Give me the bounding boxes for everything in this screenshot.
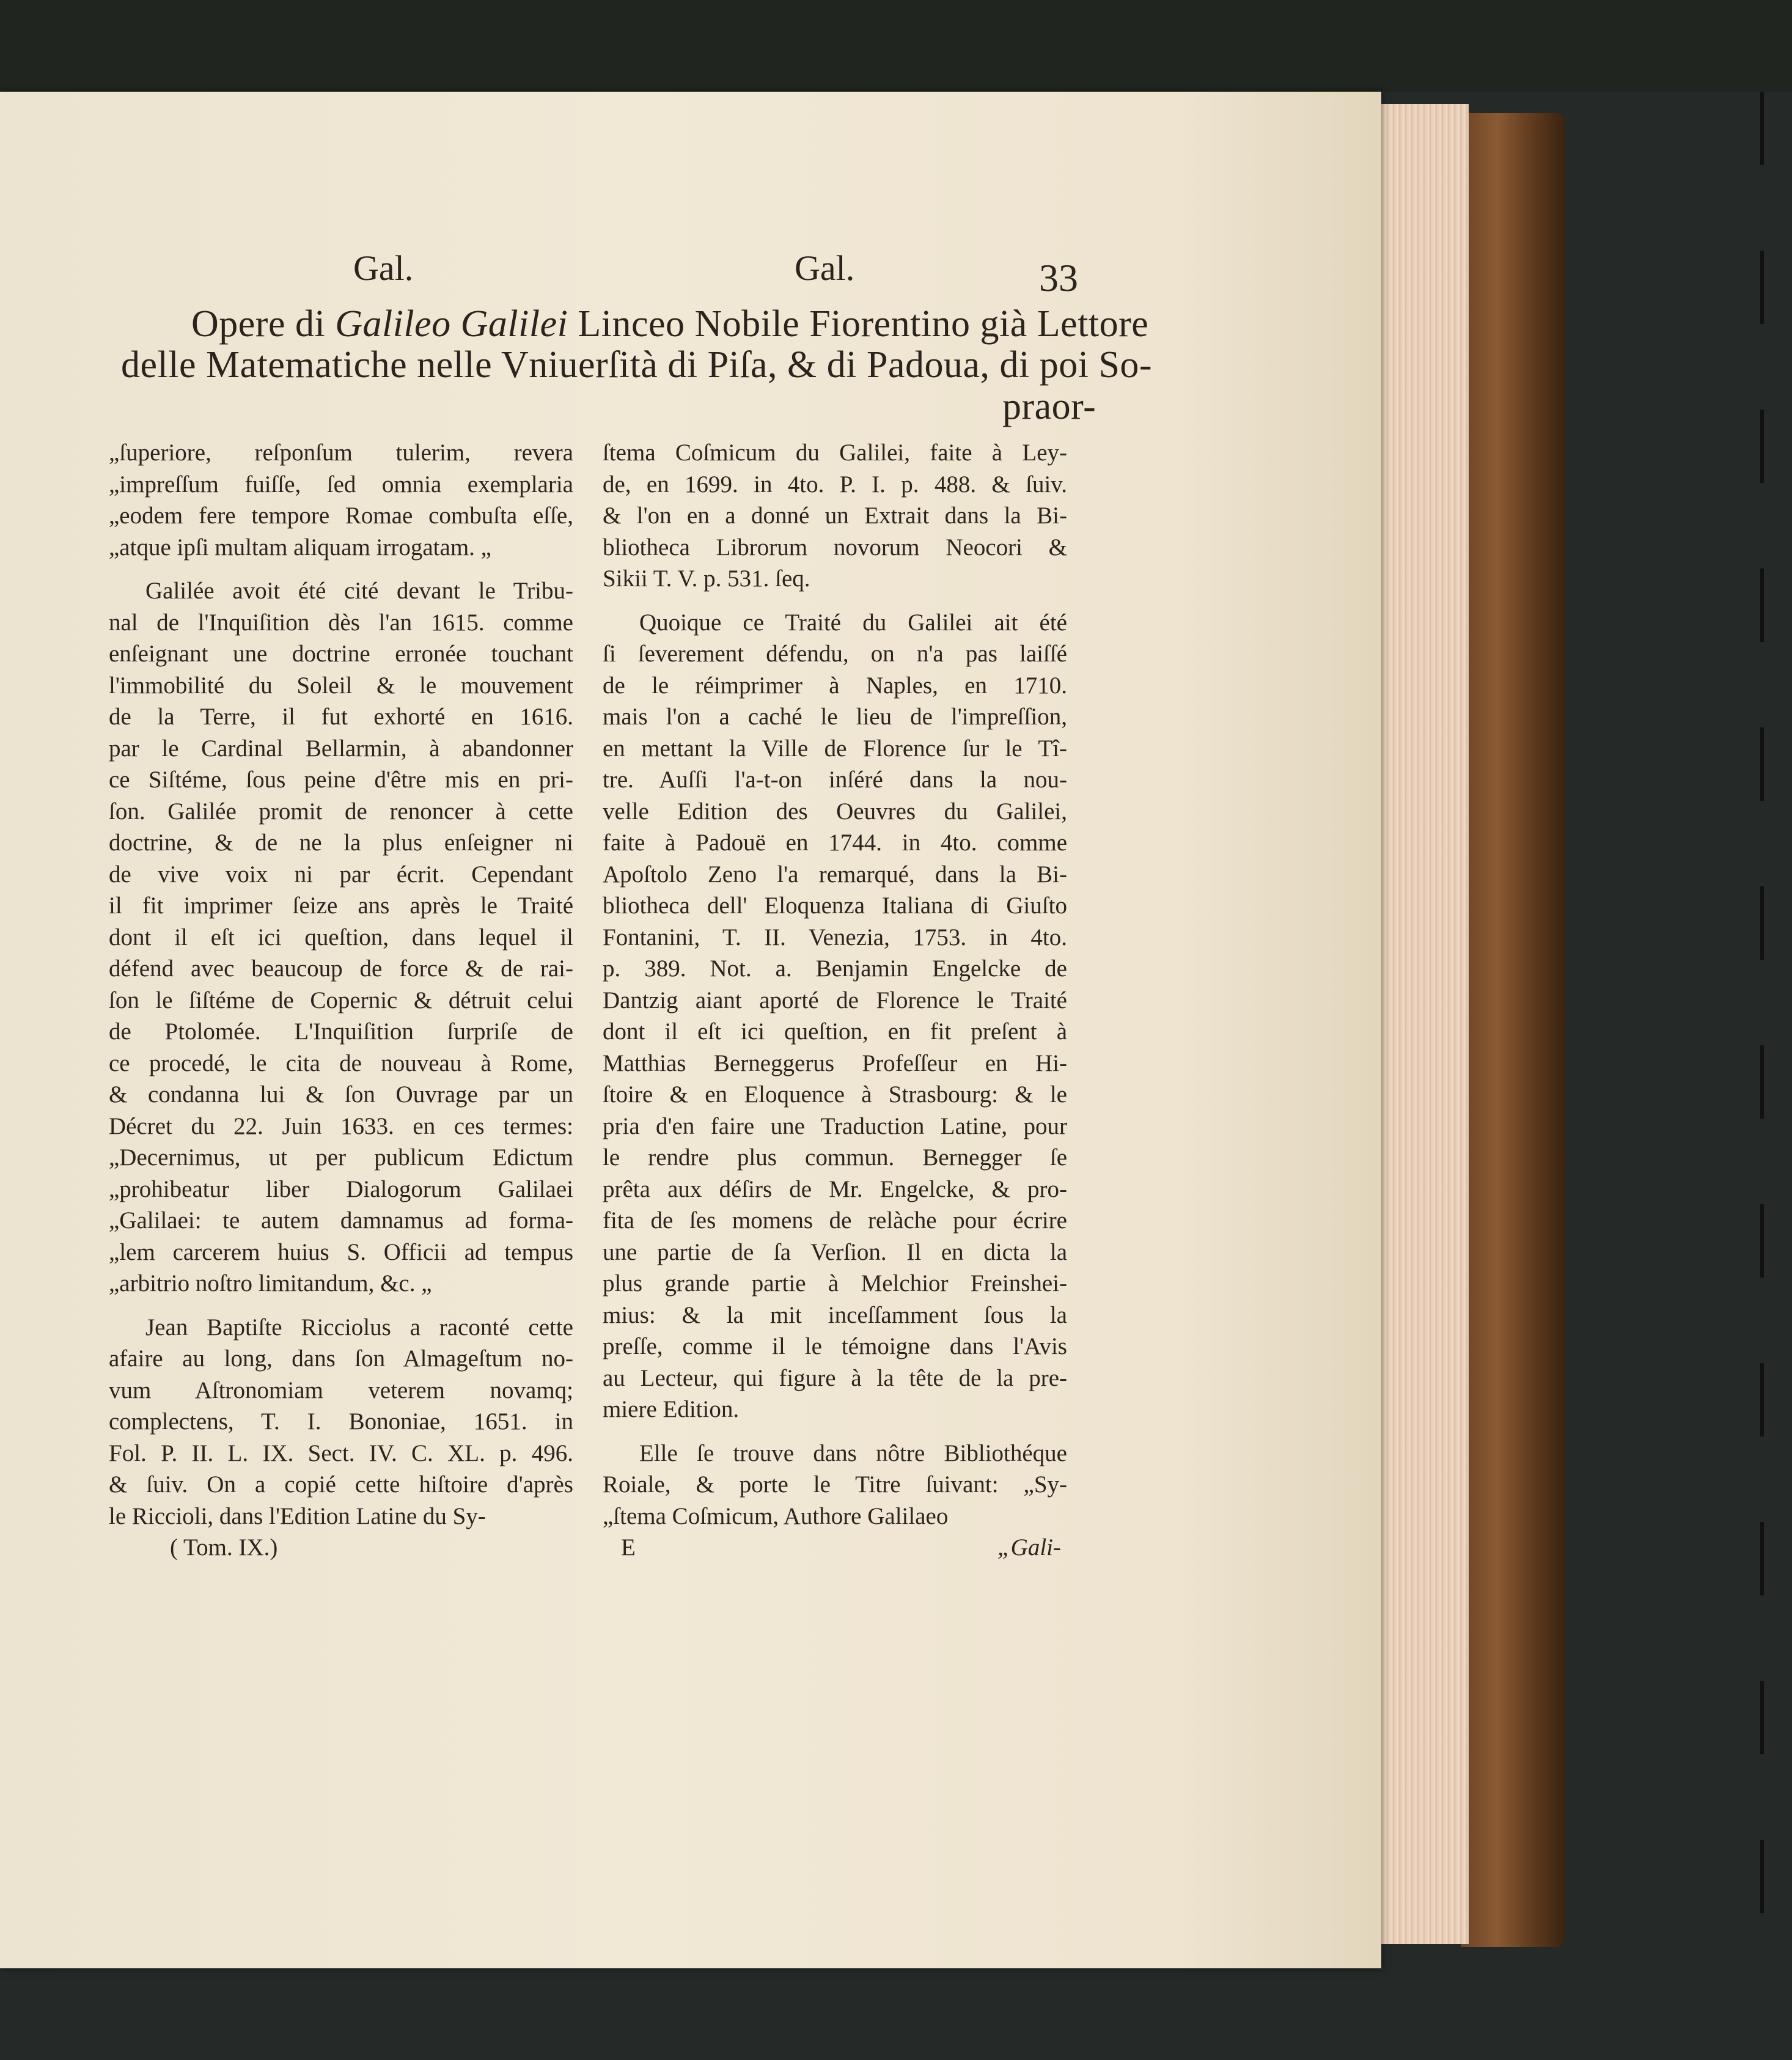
text-line: ſi ſeverement défendu, on n'a pas laiſſé [603,641,1067,667]
signature-mark: E [621,1534,636,1561]
left-paragraph-3 [109,1312,573,1532]
text-line: „lem carcerem huius S. Officii ad tempus [109,1238,573,1265]
text-line: „impreſſum fuiſſe, ſed omnia exemplaria [109,471,573,498]
text-line: prêta aux déſirs de Mr. Engelcke, & pro- [603,1175,1067,1202]
text-line: il fit imprimer ſeize ans après le Traité [109,892,573,919]
text-line: Jean Baptiſte Ricciolus a raconté cette [145,1314,573,1341]
text-line: ſtema Coſmicum du Galilei, faite à Ley- [603,440,1067,466]
text-line: au Lecteur, qui figure à la tête de la pre- [603,1364,1067,1391]
text-line: ſon. Galilée promit de renoncer à cette [109,798,573,825]
text-line: le Riccioli, dans l'Edition Latine du Sy- [109,1503,486,1529]
page-block-edge [1369,104,1469,1944]
text-line: miere Edition. [603,1396,740,1422]
text-line: & ſuiv. On a copié cette hiſtoire d'après [109,1471,573,1498]
text-line: fita de ſes momens de relàche pour écrire [603,1207,1067,1234]
text-line: Galilée avoit été cité devant le Tribu- [145,578,573,604]
left-column [109,437,573,1564]
text-line: de la Terre, il fut exhorté en 1616. [109,704,573,730]
title-line-1 [191,303,1148,346]
background-top [0,0,1792,92]
text-line: & l'on en a donné un Extrait dans la Bi- [603,502,1067,529]
text-line: plus grande partie à Melchior Freinshei- [603,1270,1067,1297]
text-line: Fol. P. II. L. IX. Sect. IV. C. XL. p. 496. [109,1440,573,1466]
text-line: en mettant la Ville de Florence ſur le Tî- [603,735,1067,762]
text-line: complectens, T. I. Bononiae, 1651. in [109,1408,573,1435]
text-line: tre. Auſſi l'a-t-on inſéré dans la nou- [603,767,1067,793]
book-cover-edge [1461,113,1565,1947]
text-line: & condanna lui & ſon Ouvrage par un [109,1081,573,1108]
text-line: enſeignant une doctrine erronée touchant [109,641,573,667]
text-line: „Galilaei: te autem damnamus ad forma- [109,1207,573,1234]
title-text: Opere di [191,303,336,345]
right-column [603,437,1067,1563]
volume-footer: ( Tom. IX.) [170,1534,278,1561]
text-line: Elle ſe trouve dans nôtre Bibliothéque [639,1440,1067,1466]
text-line: ſon le ſiſtéme de Copernic & détruit celui [109,987,573,1013]
text-line: p. 389. Not. a. Benjamin Engelcke de [603,955,1067,982]
text-line: de Ptolomée. L'Inquiſition ſurpriſe de [109,1018,573,1045]
text-line: preſſe, comme il le témoigne dans l'Avis [603,1333,1067,1359]
text-line: ce Siſtéme, ſous peine d'être mis en pri- [109,767,573,793]
text-line: de le réimprimer à Naples, en 1710. [603,672,1067,699]
text-line: Apoſtolo Zeno l'a remarqué, dans la Bi- [603,861,1067,888]
text-line: dont il eſt ici queſtion, dans lequel il [109,924,573,951]
text-line: une partie de ſa Verſion. Il en dicta la [603,1238,1067,1265]
text-line: par le Cardinal Bellarmin, à abandonner [109,735,573,762]
text-line: l'immobilité du Soleil & le mouvement [109,672,573,699]
text-line: défend avec beaucoup de force & de rai- [109,955,573,982]
right-paragraph-3 [603,1438,1067,1532]
running-head-left: Gal. [353,248,414,288]
signature-row [603,1532,1067,1563]
text-line: de vive voix ni par écrit. Cependant [109,861,573,888]
left-paragraph-1 [109,437,573,563]
text-line: mius: & la mit inceſſamment ſous la [603,1301,1067,1328]
text-line: bliotheca Librorum novorum Neocori & [603,534,1067,561]
title-line-2: delle Matematiche nelle Vniuerſità di Piſa, & di Padoua, di poi So- [121,344,1153,386]
text-line: dont il eſt ici queſtion, en fit preſent à [603,1018,1067,1045]
running-head-right: Gal. [795,248,855,288]
text-line: ſtoire & en Eloquence à Strasbourg: & le [603,1081,1067,1108]
text-line: mais l'on a caché le lieu de l'impreſſion, [603,704,1067,730]
text-line: nal de l'Inquiſition dès l'an 1615. comme [109,609,573,636]
text-line: Roiale, & porte le Titre ſuivant: „Sy- [603,1471,1067,1498]
scan-ruler [1760,92,1764,1987]
title-text: Linceo Nobile Fiorentino già Lettore [568,303,1149,345]
left-paragraph-2 [109,575,573,1300]
text-line: „atque ipſi multam aliquam irrogatam. „ [109,534,491,561]
text-line: Fontanini, T. II. Venezia, 1753. in 4to. [603,924,1067,951]
text-line: Sikii T. V. p. 531. ſeq. [603,565,810,592]
text-line: „Decernimus, ut per publicum Edictum [109,1144,573,1171]
text-line: ce procedé, le cita de nouveau à Rome, [109,1050,573,1076]
text-line: „ſtema Coſmicum, Authore Galilaeo [603,1503,949,1529]
title-author: Galileo Galilei [335,303,568,345]
text-line: faite à Padouë en 1744. in 4to. comme [603,830,1067,856]
text-line: afaire au long, dans ſon Almageſtum no- [109,1345,573,1372]
text-line: „eodem fere tempore Romae combuſta eſſe, [109,502,573,529]
text-line: vum Aſtronomiam veterem novamq; [109,1377,573,1403]
catchword: „Gali- [997,1534,1061,1561]
text-line: „prohibeatur liber Dialogorum Galilaei [109,1175,573,1202]
text-line: doctrine, & de ne la plus enſeigner ni [109,830,573,856]
text-line: Matthias Berneggerus Profeſſeur en Hi- [603,1050,1067,1076]
text-line: de, en 1699. in 4to. P. I. p. 488. & ſuiv. [603,471,1067,498]
text-line: bliotheca dell' Eloquenza Italiana di Giuſto [603,892,1067,919]
text-line: „arbitrio noſtro limitandum, &c. „ [109,1270,432,1297]
text-line: Quoique ce Traité du Galilei ait été [639,609,1067,636]
right-paragraph-1 [603,437,1067,595]
text-line: pria d'en faire une Traduction Latine, pour [603,1113,1067,1139]
text-line: velle Edition des Oeuvres du Galilei, [603,798,1067,825]
title-line-3: praor- [1002,386,1096,427]
text-line: Dantzig aiant aporté de Florence le Traité [603,987,1067,1013]
page-number: 33 [1039,256,1078,300]
right-paragraph-2 [603,607,1067,1425]
text-line: Décret du 22. Juin 1633. en ces termes: [109,1113,573,1139]
text-line: le rendre plus commun. Bernegger ſe [603,1144,1067,1171]
text-line: „ſuperiore, reſponſum tulerim, revera [109,440,573,466]
